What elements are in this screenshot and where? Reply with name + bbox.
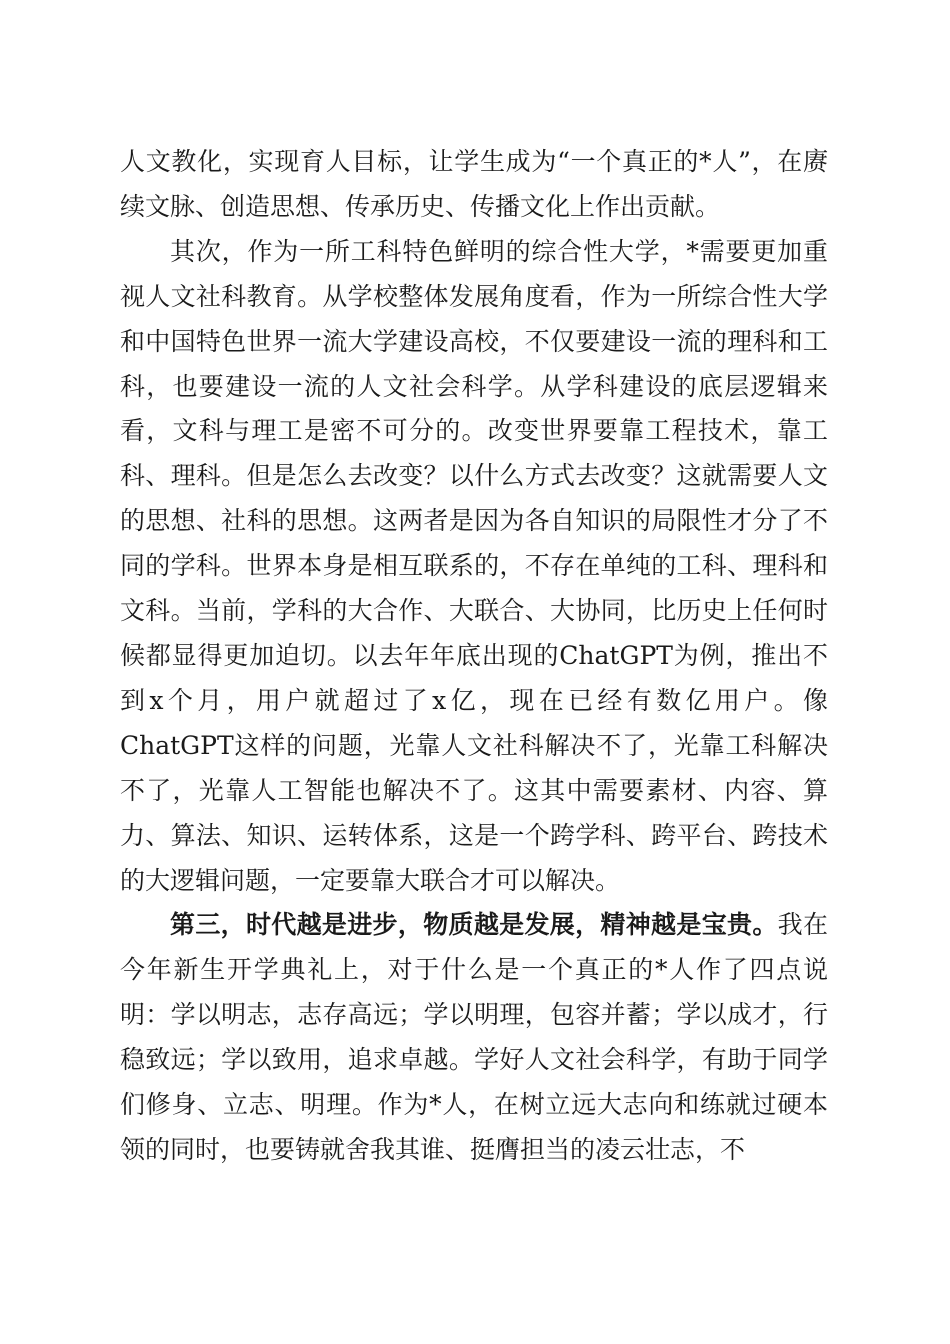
paragraph-text: 人文教化，实现育人目标，让学生成为“一个真正的*人”，在赓续文脉、创造思想、传承历史、传播文化上作出贡献。	[120, 147, 828, 221]
paragraph-second-point	[120, 230, 828, 904]
paragraph-text: 我在今年新生开学典礼上，对于什么是一个真正的*人作了四点说明：学以明志，志存高远；学以明理，包容并蓄；学以成才，行稳致远；学以致用，追求卓越。学好人文社会科学，有助于同学们修身、立志、明理。作为*人，在树立远大志向和练就过硬本领的同时，也要铸就舍我其谁、挺膺担当的凌云壮志，不	[120, 910, 828, 1164]
paragraph-third-point	[120, 903, 828, 1172]
paragraph-continuation	[120, 140, 828, 230]
document-body	[120, 140, 828, 1173]
paragraph-text: 其次，作为一所工科特色鲜明的综合性大学，*需要更加重视人文社科教育。从学校整体发展角度看，作为一所综合性大学和中国特色世界一流大学建设高校，不仅要建设一流的理科和工科，也要建设一流的人文社会科学。从学科建设的底层逻辑来看，文科与理工是密不可分的。改变世界要靠工程技术，靠工科、理科。但是怎么去改变？以什么方式去改变？这就需要人文的思想、社科的思想。这两者是因为各自知识的局限性才分了不同的学科。世界本身是相互联系的，不存在单纯的工科、理科和文科。当前，学科的大合作、大联合、大协同，比历史上任何时候都显得更加迫切。以去年年底出现的ChatGPT为例，推出不到x个月，用户就超过了x亿，现在已经有数亿用户。像ChatGPT这样的问题，光靠人文社科解决不了，光靠工科解决不了，光靠人工智能也解决不了。这其中需要素材、内容、算力、算法、知识、运转体系，这是一个跨学科、跨平台、跨技术的大逻辑问题，一定要靠大联合才可以解决。	[120, 236, 828, 895]
paragraph-lead-sentence: 第三，时代越是进步，物质越是发展，精神越是宝贵。	[170, 910, 778, 940]
